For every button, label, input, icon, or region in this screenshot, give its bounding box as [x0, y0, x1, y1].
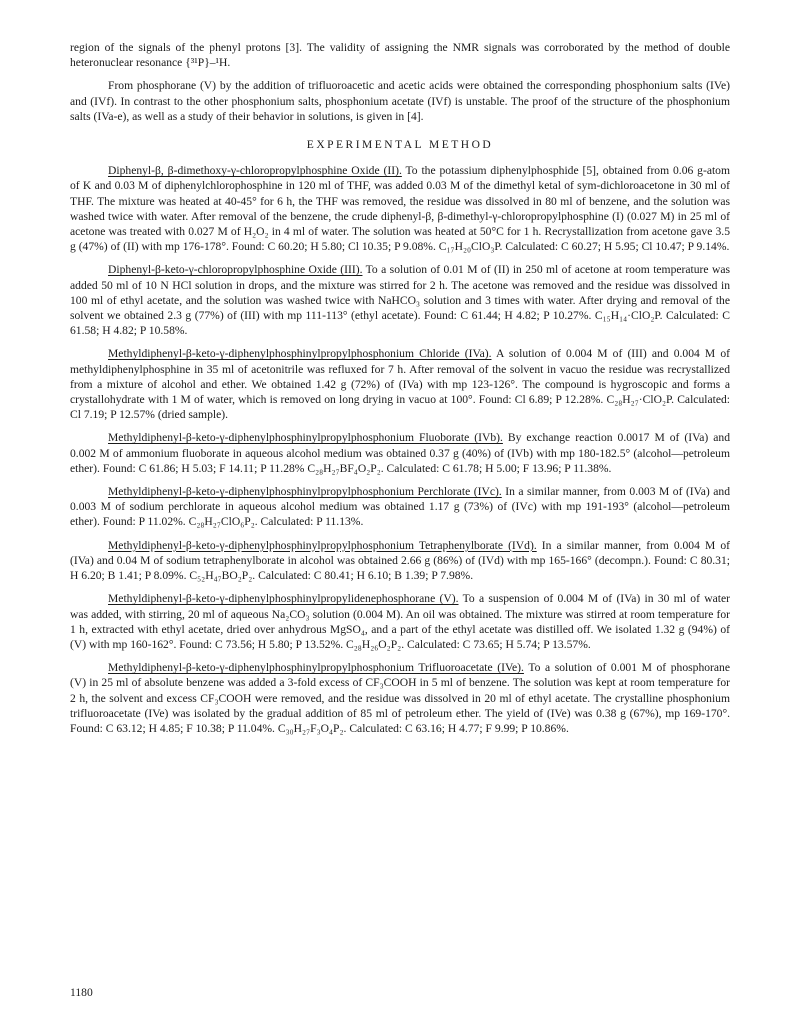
- experiment-paragraph: [70, 346, 730, 422]
- experiment-text: In a similar manner, from 0.003 M of (IVa) and 0.003 M of sodium perchlorate in aqueous alcohol medium was obtained 1.17 g (73%) of (IVc) with mp 191-193° (alcohol—petroleum ether). Found: P 11.02%. C₂₈H₂₇ClO₆P₂. Calculated: P 11.13%.: [70, 485, 730, 529]
- experiment-text: In a similar manner, from 0.004 M of (IVa) and 0.04 M of sodium tetraphenylborate in alcohol was obtained 2.66 g (86%) of (IVd) with mp 165-166° (decompn.). Found: C 80.31; H 6.20; B 1.41; P 8.09%. C₅₂H₄₇BO₂P₂. Calculated: C 80.41; H 6.10; B 1.39; P 7.98%.: [70, 538, 730, 583]
- experiment-paragraph: [70, 591, 730, 652]
- experiment-paragraph: [70, 163, 730, 254]
- compound-title: Methyldiphenyl-β-keto-γ-diphenylphosphinylpropylphosphonium Trifluoroacetate (IVe).: [108, 661, 524, 675]
- compound-title: Methyldiphenyl-β-keto-γ-diphenylphosphinylpropylidenephosphorane (V).: [108, 592, 459, 606]
- experiment-text: To a solution of 0.001 M of phosphorane (V) in 25 ml of absolute benzene was added a 3-fold excess of CF₃COOH in 5 ml of benzene. The solution was kept at room temperature for 2 h, the solvent and excess CF₃COOH were removed, and the residue was dissolved in 20 ml of ethyl acetate. The crystalline phosphonium trifluoroacetate (IVe) was isolated by the gradual addition of 85 ml of petroleum ether. The yield of (IVe) was 0.38 g (67%), mp 169-170°. Found: C 63.12; H 4.85; F 10.38; P 11.04%. C₃₀H₂₇F₃O₄P₂. Calculated: C 63.16; H 4.77; F 9.99; P 10.86%.: [70, 661, 730, 735]
- experiment-text: To a solution of 0.01 M of (II) in 250 ml of acetone at room temperature was added 50 ml of 10 N HCl solution in drops, and the mixture was stirred for 2 h. The acetone was removed and the residue was dissolved in 100 ml of ethyl acetate, and the solution was washed twice with NaHCO₃ solution and 3 times with water. After drying and removal of the solvent we obtained 2.3 g (77%) of (III) with mp 111-113° (ethyl acetate). Found: C 61.44; H 4.82; P 10.27%. C₁₅H₁₄·ClO₂P. Calculated: C 61.58; H 4.82; P 10.58%.: [70, 263, 730, 338]
- experiment-text: To a suspension of 0.004 M of (IVa) in 30 ml of water was added, with stirring, 20 ml of aqueous Na₂CO₃ solution (0.004 M). An oil was obtained. The mixture was stirred at room temperature for 1 h, extracted with ethyl acetate, dried over anhydrous MgSO₄, and a part of the ethyl acetate was distilled off. We isolated 1.32 g (94%) of (V) with mp 160-162°. Found: C 73.56; H 5.80; P 13.52%. C₂₈H₂₆O₂P₂. Calculated: C 73.65; H 5.74; P 13.57%.: [70, 592, 730, 651]
- compound-title: Diphenyl-β-keto-γ-chloropropylphosphine Oxide (III).: [108, 263, 363, 277]
- experiment-text: To the potassium diphenylphosphide [5], obtained from 0.06 g-atom of K and 0.03 M of diphenylchlorophosphine in 120 ml of THF, was added 0.03 M of the dimethyl ketal of sym-dichloroacetone in 30 ml of THF. The mixture was heated at 40-45° for 6 h, the THF was removed, the residue was dissolved in 80 ml of benzene, and the solution was washed twice with water. After removal of the benzene, the crude diphenyl-β, β-dimethyl-γ-chloropropylphosphine (I) (0.027 M) in 25 ml of acetone was treated with 0.027 M of H₂O₂ in 4 ml of water. The solution was heated at 50°C for 1 h. Recrystallization from acetone gave 3.5 g (47%) of (II) with mp 176-178°. Found: C 60.20; H 5.80; Cl 10.35; P 9.08%. C₁₇H₂₀ClO₃P. Calculated: C 60.27; H 5.95; Cl 10.47; P 9.14%.: [70, 164, 731, 254]
- intro-paragraph: region of the signals of the phenyl protons [3]. The validity of assigning the NMR signals was corroborated by the method of double heteronuclear resonance {³¹P}–¹H.: [70, 41, 730, 70]
- page-number: 1180: [70, 986, 93, 999]
- experiment-paragraph: [70, 430, 730, 476]
- compound-title: Methyldiphenyl-β-keto-γ-diphenylphosphinylpropylphosphonium Fluoborate (IVb).: [108, 431, 503, 445]
- experiment-paragraph: [70, 262, 730, 338]
- document-page: [70, 40, 730, 744]
- experiment-text: By exchange reaction 0.0017 M of (IVa) and 0.002 M of ammonium fluoborate in aqueous alcohol medium was obtained 0.37 g (40%) of (IVb) with mp 180-182.5° (alcohol—petroleum ether). Found: C 61.86; H 5.03; F 14.11; P 11.28% C₂₈H₂₇BF₄O₂P₂. Calculated: C 61.78; H 5.00; F 13.96; P 11.38%.: [70, 431, 730, 475]
- experiment-paragraph: [70, 484, 730, 530]
- compound-title: Methyldiphenyl-β-keto-γ-diphenylphosphinylpropylphosphonium Chloride (IVa).: [108, 347, 492, 361]
- compound-title: Diphenyl-β, β-dimethoxy-γ-chloropropylphosphine Oxide (II).: [108, 164, 402, 178]
- compound-title: Methyldiphenyl-β-keto-γ-diphenylphosphinylpropylphosphonium Perchlorate (IVc).: [108, 485, 502, 499]
- experiment-paragraph: [70, 660, 730, 736]
- intro-paragraph: From phosphorane (V) by the addition of trifluoroacetic and acetic acids were obtained the corresponding phosphonium salts (IVe) and (IVf). In contrast to the other phosphonium salts, phosphonium acetate (IVf) is unstable. The proof of the structure of the phosphonium salts (IVa-e), as well as a study of their behavior in solutions, is given in [4].: [70, 79, 730, 123]
- experiment-text: A solution of 0.004 M of (III) and 0.004 M of methyldiphenylphosphine in 35 ml of acetonitrile was refluxed for 7 h. After removal of the solvent in vacuo the residue was recrystallized from a mixture of alcohol and ether. We obtained 1.42 g (72%) of (IVa) with mp 123-126°. The compound is hygroscopic and forms a crystallohydrate with 1 M of water, which is removed on long drying in vacuo at 100°. Found: Cl 6.89; P 12.28%. C₂₈H₂₇·ClO₂P. Calculated: Cl 7.19; P 12.57% (dried sample).: [70, 347, 730, 422]
- section-heading: EXPERIMENTAL METHOD: [306, 139, 494, 152]
- experiment-paragraph: [70, 538, 730, 584]
- compound-title: Methyldiphenyl-β-keto-γ-diphenylphosphinylpropylphosphonium Tetraphenylborate (IVd).: [108, 538, 537, 552]
